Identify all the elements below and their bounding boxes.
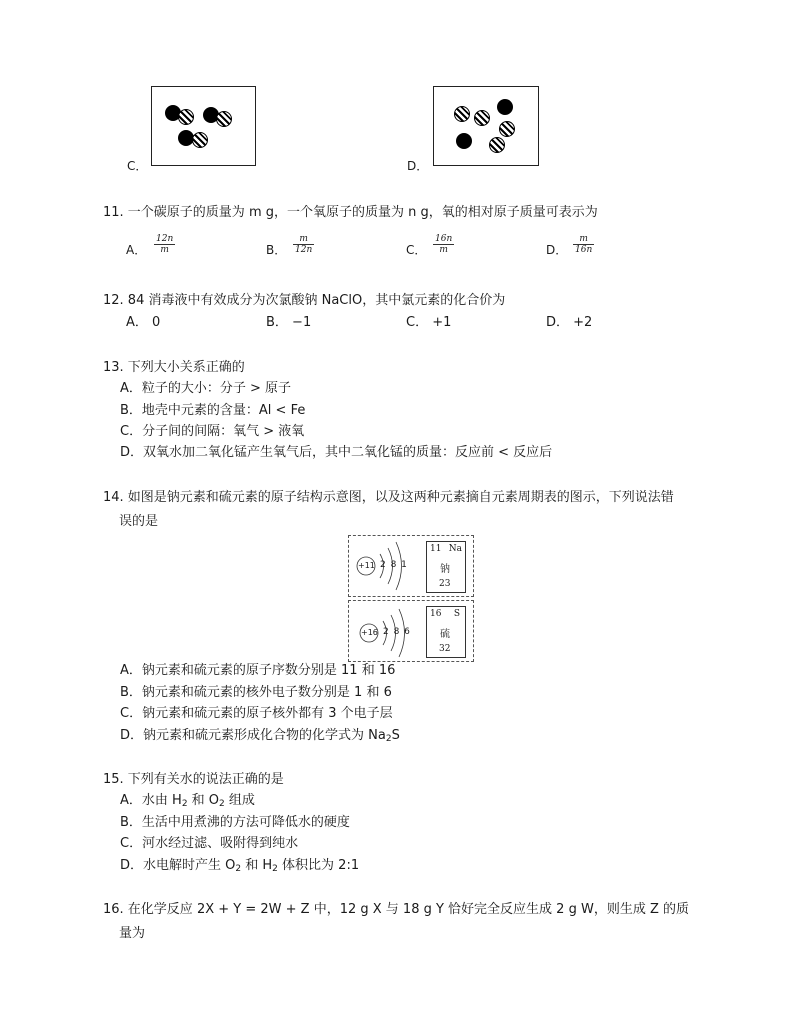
q12-option-c: C． +1 (406, 315, 452, 330)
q10-option-d-label: D． (407, 159, 429, 173)
q13-option-c: C．分子间的间隔：氧气 > 液氧 (120, 424, 305, 439)
sodium-shells: 2 8 1 (380, 560, 408, 570)
hatched-atom (499, 121, 515, 137)
q13-option-a: A．粒子的大小：分子 > 原子 (120, 381, 292, 396)
q15-a-mid: 和 O (187, 793, 220, 808)
sodium-nucleus: +11 (358, 561, 375, 570)
q15-option-a (120, 792, 255, 813)
sodium-atomic-mass: 23 (439, 579, 451, 589)
q15-stem: 15. 下列有关水的说法正确的是 (103, 772, 284, 787)
q12-option-a: A． 0 (126, 315, 161, 330)
q11-option-b-fraction (293, 234, 314, 255)
denominator: 16n (575, 245, 593, 255)
numerator: m (573, 234, 594, 245)
q15-a-tail: 组成 (224, 793, 255, 808)
sulfur-shells: 2 8 6 (383, 627, 411, 637)
q12-stem: 12. 84 消毒液中有效成分为次氯酸钠 NaClO，其中氯元素的化合价为 (103, 293, 506, 308)
q14-option-d-tail: S (391, 728, 400, 743)
sodium-atomic-number: 11 (430, 544, 442, 554)
hatched-atom (192, 132, 208, 148)
q15-d-tail: 体积比为 2:1 (277, 858, 360, 873)
q11-option-d-fraction (573, 234, 594, 255)
sulfur-atomic-mass: 32 (439, 644, 451, 654)
q13-option-d: D．双氧水加二氧化锰产生氧气后，其中二氧化锰的质量：反应前 < 反应后 (120, 445, 553, 460)
denominator: m (160, 245, 169, 255)
hatched-atom (216, 111, 232, 127)
sulfur-structure-panel (348, 600, 474, 662)
sodium-symbol: Na (448, 544, 462, 554)
q14-option-c: C．钠元素和硫元素的原子核外都有 3 个电子层 (120, 706, 393, 721)
subscript: 2 (272, 864, 278, 874)
numerator: 12n (156, 234, 174, 244)
subscript: 2 (219, 799, 225, 809)
q12-option-b: B． −1 (266, 315, 312, 330)
numerator: 16n (435, 234, 453, 244)
sulfur-periodic-tile (426, 606, 466, 658)
q15-d-pre: D．水电解时产生 O (120, 858, 236, 873)
sulfur-atomic-number: 16 (430, 609, 442, 619)
q14-option-a: A．钠元素和硫元素的原子序数分别是 11 和 16 (120, 663, 396, 678)
q13-option-b: B．地壳中元素的含量：Al < Fe (120, 403, 306, 418)
q15-d-mid: 和 H (241, 858, 273, 873)
q10-option-d-diagram (433, 86, 539, 166)
q14-stem-line2: 误的是 (119, 514, 159, 529)
q14-option-d (120, 727, 400, 748)
q15-option-b: B．生活中用煮沸的方法可降低水的硬度 (120, 815, 350, 830)
hatched-atom (178, 109, 194, 125)
sulfur-nucleus: +16 (361, 628, 378, 637)
black-atom (456, 133, 472, 149)
hatched-atom (489, 137, 505, 153)
sodium-structure-panel (348, 535, 474, 597)
q15-option-d (120, 857, 359, 878)
q12-option-d: D． +2 (546, 315, 593, 330)
q10-option-c-label: C． (127, 159, 148, 173)
q11-option-b-label: B． (266, 243, 287, 257)
denominator: m (439, 245, 448, 255)
denominator: 12n (295, 245, 313, 255)
q14-stem-line1: 14. 如图是钠元素和硫元素的原子结构示意图，以及这两种元素摘自元素周期表的图示，下列说法错 (103, 490, 674, 505)
q10-option-c-diagram (151, 86, 256, 166)
q16-stem-line1: 16. 在化学反应 2X + Y = 2W + Z 中，12 g X 与 18 g Y 恰好完全反应生成 2 g W，则生成 Z 的质 (103, 902, 689, 917)
numerator: m (293, 234, 314, 245)
q11-option-c-label: C． (406, 243, 427, 257)
q14-option-d-text: D．钠元素和硫元素形成化合物的化学式为 Na (120, 728, 386, 743)
q11-option-d-label: D． (546, 243, 568, 257)
hatched-atom (474, 110, 490, 126)
q15-a-pre: A．水由 H (120, 793, 182, 808)
q16-stem-line2: 量为 (119, 926, 146, 941)
q11-option-a-fraction (154, 234, 175, 255)
q11-option-a-label: A． (126, 243, 147, 257)
subscript: 2 (181, 799, 188, 809)
subscript: 2 (235, 864, 242, 874)
q11-option-c-fraction (433, 234, 454, 255)
sodium-periodic-tile (426, 541, 466, 593)
sulfur-name: 硫 (440, 629, 450, 640)
q15-option-c: C．河水经过滤、吸附得到纯水 (120, 836, 299, 851)
hatched-atom (454, 106, 470, 122)
q14-option-b: B．钠元素和硫元素的核外电子数分别是 1 和 6 (120, 685, 392, 700)
q13-stem: 13. 下列大小关系正确的 (103, 360, 245, 375)
black-atom (497, 99, 513, 115)
q11-stem: 11. 一个碳原子的质量为 m g，一个氧原子的质量为 n g，氧的相对原子质量可表示为 (103, 205, 598, 220)
sodium-name: 钠 (440, 564, 450, 575)
sulfur-symbol: S (453, 609, 460, 619)
subscript: 2 (385, 734, 392, 744)
